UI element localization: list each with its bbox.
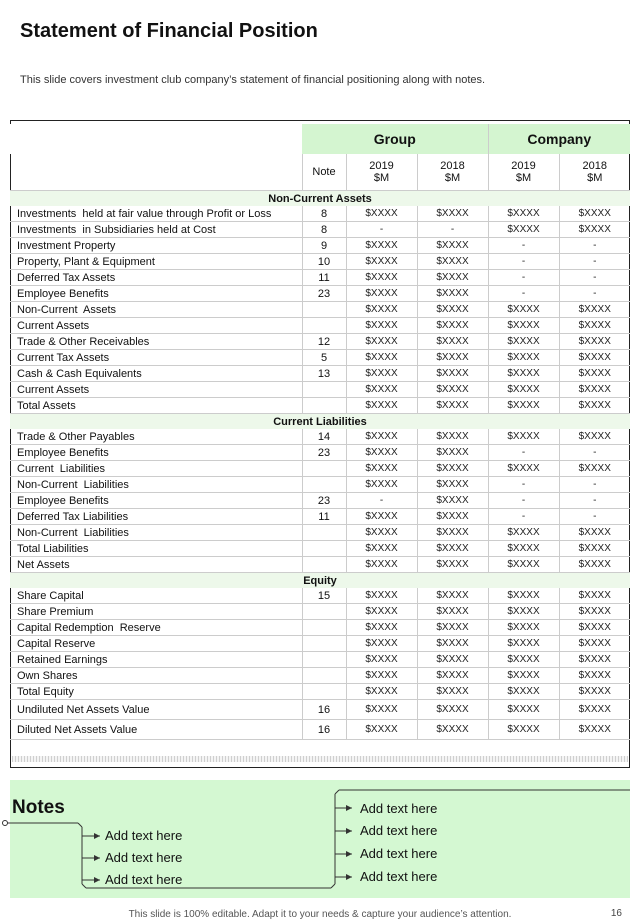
row-value: $XXXX — [559, 684, 630, 700]
note-right-item-3: Add text here — [360, 846, 438, 861]
table-row — [10, 720, 630, 740]
row-label: Current Assets — [10, 382, 302, 398]
row-value: - — [559, 270, 630, 286]
row-label: Own Shares — [10, 668, 302, 684]
note-left-item-2: Add text here — [105, 850, 183, 865]
row-note: 16 — [302, 700, 346, 720]
table-row — [10, 206, 630, 222]
row-value: $XXXX — [559, 334, 630, 350]
row-note — [302, 636, 346, 652]
row-note: 5 — [302, 350, 346, 366]
row-value: $XXXX — [559, 620, 630, 636]
section-header: Non-Current Assets — [10, 191, 630, 207]
row-value: - — [488, 509, 559, 525]
row-value: - — [559, 254, 630, 270]
note-right-item-1: Add text here — [360, 801, 438, 816]
row-note: 23 — [302, 445, 346, 461]
row-label: Retained Earnings — [10, 652, 302, 668]
row-value: $XXXX — [488, 366, 559, 382]
row-value: - — [346, 222, 417, 238]
row-value: $XXXX — [346, 270, 417, 286]
row-value: $XXXX — [417, 270, 488, 286]
table-row — [10, 668, 630, 684]
row-label: Investment Property — [10, 238, 302, 254]
section-header: Equity — [10, 573, 630, 589]
row-value: $XXXX — [417, 286, 488, 302]
row-value: $XXXX — [346, 652, 417, 668]
row-label: Cash & Cash Equivalents — [10, 366, 302, 382]
table-row — [10, 302, 630, 318]
row-value: $XXXX — [417, 350, 488, 366]
table-row — [10, 652, 630, 668]
footer-text: This slide is 100% editable. Adapt it to your needs & capture your audience’s attention. — [128, 909, 512, 920]
row-value: $XXXX — [346, 636, 417, 652]
row-value: $XXXX — [488, 588, 559, 604]
row-value: $XXXX — [488, 222, 559, 238]
row-value: - — [488, 445, 559, 461]
row-label: Investments in Subsidiaries held at Cost — [10, 222, 302, 238]
row-value: $XXXX — [417, 302, 488, 318]
row-value: $XXXX — [346, 541, 417, 557]
row-value: $XXXX — [346, 588, 417, 604]
row-value: $XXXX — [346, 238, 417, 254]
row-note — [302, 684, 346, 700]
row-note — [302, 668, 346, 684]
group-header: Group — [302, 124, 488, 154]
row-value: $XXXX — [346, 668, 417, 684]
note-right-item-4: Add text here — [360, 869, 438, 884]
row-label: Total Liabilities — [10, 541, 302, 557]
row-value: $XXXX — [559, 720, 630, 740]
row-value: $XXXX — [346, 398, 417, 414]
row-value: $XXXX — [559, 525, 630, 541]
row-value: $XXXX — [346, 334, 417, 350]
row-note: 9 — [302, 238, 346, 254]
notes-title: Notes — [12, 797, 65, 818]
row-note — [302, 525, 346, 541]
row-value: $XXXX — [417, 429, 488, 445]
row-value: $XXXX — [346, 557, 417, 573]
row-value: $XXXX — [346, 318, 417, 334]
row-label: Property, Plant & Equipment — [10, 254, 302, 270]
row-value: $XXXX — [488, 720, 559, 740]
row-value: $XXXX — [417, 684, 488, 700]
row-value: - — [559, 493, 630, 509]
row-label: Net Assets — [10, 557, 302, 573]
table-row — [10, 350, 630, 366]
row-note: 23 — [302, 493, 346, 509]
note-right-item-2: Add text here — [360, 823, 438, 838]
row-value: $XXXX — [417, 652, 488, 668]
row-value: $XXXX — [488, 700, 559, 720]
row-value: $XXXX — [488, 557, 559, 573]
row-value: $XXXX — [488, 318, 559, 334]
row-label: Share Capital — [10, 588, 302, 604]
row-note — [302, 461, 346, 477]
row-value: $XXXX — [346, 525, 417, 541]
company-header: Company — [488, 124, 630, 154]
row-value: - — [488, 238, 559, 254]
row-value: $XXXX — [417, 509, 488, 525]
table-row — [10, 270, 630, 286]
row-note: 12 — [302, 334, 346, 350]
row-value: $XXXX — [488, 636, 559, 652]
row-note: 11 — [302, 270, 346, 286]
row-value: $XXXX — [488, 461, 559, 477]
row-note — [302, 541, 346, 557]
row-value: $XXXX — [559, 668, 630, 684]
row-value: $XXXX — [559, 588, 630, 604]
section-header: Current Liabilities — [10, 414, 630, 430]
table-row — [10, 557, 630, 573]
table-row — [10, 525, 630, 541]
row-note: 16 — [302, 720, 346, 740]
table-row — [10, 509, 630, 525]
table-row — [10, 398, 630, 414]
row-value: $XXXX — [346, 461, 417, 477]
table-row — [10, 461, 630, 477]
table-row — [10, 222, 630, 238]
table-row — [10, 684, 630, 700]
row-value: $XXXX — [559, 429, 630, 445]
row-value: $XXXX — [346, 382, 417, 398]
row-value: $XXXX — [346, 302, 417, 318]
row-value: - — [488, 286, 559, 302]
row-value: $XXXX — [346, 429, 417, 445]
row-value: $XXXX — [417, 382, 488, 398]
row-value: $XXXX — [488, 620, 559, 636]
row-label: Current Assets — [10, 318, 302, 334]
table-footer-hatch — [12, 756, 628, 762]
row-label: Share Premium — [10, 604, 302, 620]
table-row — [10, 493, 630, 509]
row-value: $XXXX — [488, 604, 559, 620]
row-value: $XXXX — [488, 525, 559, 541]
row-value: - — [559, 445, 630, 461]
row-value: $XXXX — [346, 509, 417, 525]
row-value: $XXXX — [417, 398, 488, 414]
row-value: $XXXX — [346, 445, 417, 461]
table-row — [10, 382, 630, 398]
page-subtitle: This slide covers investment club company’s statement of financial positioning along with notes. — [20, 74, 486, 86]
row-label: Total Assets — [10, 398, 302, 414]
row-value: $XXXX — [488, 668, 559, 684]
row-label: Current Liabilities — [10, 461, 302, 477]
row-note: 11 — [302, 509, 346, 525]
row-value: $XXXX — [559, 302, 630, 318]
row-label: Total Equity — [10, 684, 302, 700]
col-header-group-2019: 2019 $M — [346, 154, 417, 191]
row-value: - — [346, 493, 417, 509]
col-header-group-2018: 2018 $M — [417, 154, 488, 191]
row-note: 23 — [302, 286, 346, 302]
row-value: $XXXX — [346, 350, 417, 366]
row-value: $XXXX — [417, 636, 488, 652]
row-note — [302, 477, 346, 493]
row-value: - — [488, 493, 559, 509]
col-header-company-2019: 2019 $M — [488, 154, 559, 191]
row-value: $XXXX — [417, 700, 488, 720]
row-note — [302, 302, 346, 318]
row-value: - — [559, 477, 630, 493]
row-value: $XXXX — [417, 604, 488, 620]
row-value: $XXXX — [346, 604, 417, 620]
row-value: $XXXX — [417, 445, 488, 461]
row-value: $XXXX — [346, 477, 417, 493]
row-value: $XXXX — [346, 700, 417, 720]
notes-connector-lines — [0, 780, 640, 898]
row-value: $XXXX — [417, 720, 488, 740]
row-label: Non-Current Liabilities — [10, 477, 302, 493]
row-note — [302, 557, 346, 573]
page-number: 16 — [610, 908, 622, 919]
row-value: $XXXX — [559, 222, 630, 238]
row-label: Capital Redemption Reserve — [10, 620, 302, 636]
row-note: 13 — [302, 366, 346, 382]
row-value: $XXXX — [417, 318, 488, 334]
row-value: $XXXX — [559, 382, 630, 398]
row-note — [302, 318, 346, 334]
row-value: $XXXX — [417, 557, 488, 573]
table-row — [10, 541, 630, 557]
row-label: Deferred Tax Liabilities — [10, 509, 302, 525]
row-value: - — [488, 477, 559, 493]
row-value: $XXXX — [488, 382, 559, 398]
row-value: $XXXX — [417, 493, 488, 509]
row-value: $XXXX — [559, 350, 630, 366]
table-row — [10, 238, 630, 254]
row-label: Trade & Other Receivables — [10, 334, 302, 350]
table-row — [10, 334, 630, 350]
row-note: 8 — [302, 222, 346, 238]
row-value: $XXXX — [417, 525, 488, 541]
table-row — [10, 254, 630, 270]
row-value: $XXXX — [559, 206, 630, 222]
col-header-company-2018: 2018 $M — [559, 154, 630, 191]
row-value: $XXXX — [346, 286, 417, 302]
table-row — [10, 318, 630, 334]
table-row — [10, 445, 630, 461]
row-note: 14 — [302, 429, 346, 445]
row-value: $XXXX — [346, 366, 417, 382]
row-label: Undiluted Net Assets Value — [10, 700, 302, 720]
row-note — [302, 382, 346, 398]
row-value: $XXXX — [346, 684, 417, 700]
row-value: - — [559, 509, 630, 525]
row-label: Investments held at fair value through Profit or Loss — [10, 206, 302, 222]
note-left-item-1: Add text here — [105, 828, 183, 843]
row-value: $XXXX — [417, 588, 488, 604]
row-label: Employee Benefits — [10, 445, 302, 461]
row-value: $XXXX — [417, 477, 488, 493]
row-label: Employee Benefits — [10, 493, 302, 509]
table-row — [10, 636, 630, 652]
row-label: Capital Reserve — [10, 636, 302, 652]
row-value: $XXXX — [346, 720, 417, 740]
row-value: $XXXX — [417, 206, 488, 222]
note-header: Note — [302, 154, 346, 191]
row-value: $XXXX — [417, 461, 488, 477]
row-value: $XXXX — [559, 636, 630, 652]
header-blank — [10, 124, 302, 154]
table-row — [10, 588, 630, 604]
row-note — [302, 620, 346, 636]
row-value: $XXXX — [417, 366, 488, 382]
row-value: $XXXX — [488, 652, 559, 668]
row-value: $XXXX — [417, 668, 488, 684]
row-note: 10 — [302, 254, 346, 270]
row-value: $XXXX — [488, 334, 559, 350]
page-title: Statement of Financial Position — [20, 20, 318, 42]
row-note — [302, 398, 346, 414]
row-value: $XXXX — [417, 254, 488, 270]
row-value: - — [417, 222, 488, 238]
row-note — [302, 652, 346, 668]
row-label: Non-Current Liabilities — [10, 525, 302, 541]
row-note: 15 — [302, 588, 346, 604]
row-value: $XXXX — [417, 334, 488, 350]
row-value: $XXXX — [417, 238, 488, 254]
row-value: $XXXX — [346, 254, 417, 270]
row-value: $XXXX — [559, 700, 630, 720]
row-value: $XXXX — [559, 604, 630, 620]
row-value: - — [488, 254, 559, 270]
table-row — [10, 477, 630, 493]
row-value: - — [488, 270, 559, 286]
row-note: 8 — [302, 206, 346, 222]
row-value: $XXXX — [417, 541, 488, 557]
row-value: $XXXX — [559, 398, 630, 414]
row-value: $XXXX — [488, 541, 559, 557]
row-value: $XXXX — [559, 461, 630, 477]
row-note — [302, 604, 346, 620]
row-value: $XXXX — [346, 620, 417, 636]
row-value: $XXXX — [488, 398, 559, 414]
row-value: $XXXX — [559, 366, 630, 382]
row-value: - — [559, 286, 630, 302]
table-row — [10, 286, 630, 302]
row-label: Trade & Other Payables — [10, 429, 302, 445]
row-value: $XXXX — [559, 652, 630, 668]
row-value: $XXXX — [559, 318, 630, 334]
row-value: - — [559, 238, 630, 254]
row-label: Non-Current Assets — [10, 302, 302, 318]
row-value: $XXXX — [488, 684, 559, 700]
row-value: $XXXX — [417, 620, 488, 636]
row-label: Deferred Tax Assets — [10, 270, 302, 286]
table-row — [10, 700, 630, 720]
row-label: Diluted Net Assets Value — [10, 720, 302, 740]
row-value: $XXXX — [346, 206, 417, 222]
label-header-blank — [10, 154, 302, 191]
table-row — [10, 429, 630, 445]
row-value: $XXXX — [559, 541, 630, 557]
row-value: $XXXX — [488, 350, 559, 366]
row-value: $XXXX — [488, 302, 559, 318]
table-row — [10, 620, 630, 636]
row-label: Employee Benefits — [10, 286, 302, 302]
row-value: $XXXX — [559, 557, 630, 573]
table-row — [10, 604, 630, 620]
note-left-item-3: Add text here — [105, 872, 183, 887]
financial-position-table — [10, 124, 630, 740]
row-label: Current Tax Assets — [10, 350, 302, 366]
row-value: $XXXX — [488, 429, 559, 445]
row-value: $XXXX — [488, 206, 559, 222]
table-row — [10, 366, 630, 382]
